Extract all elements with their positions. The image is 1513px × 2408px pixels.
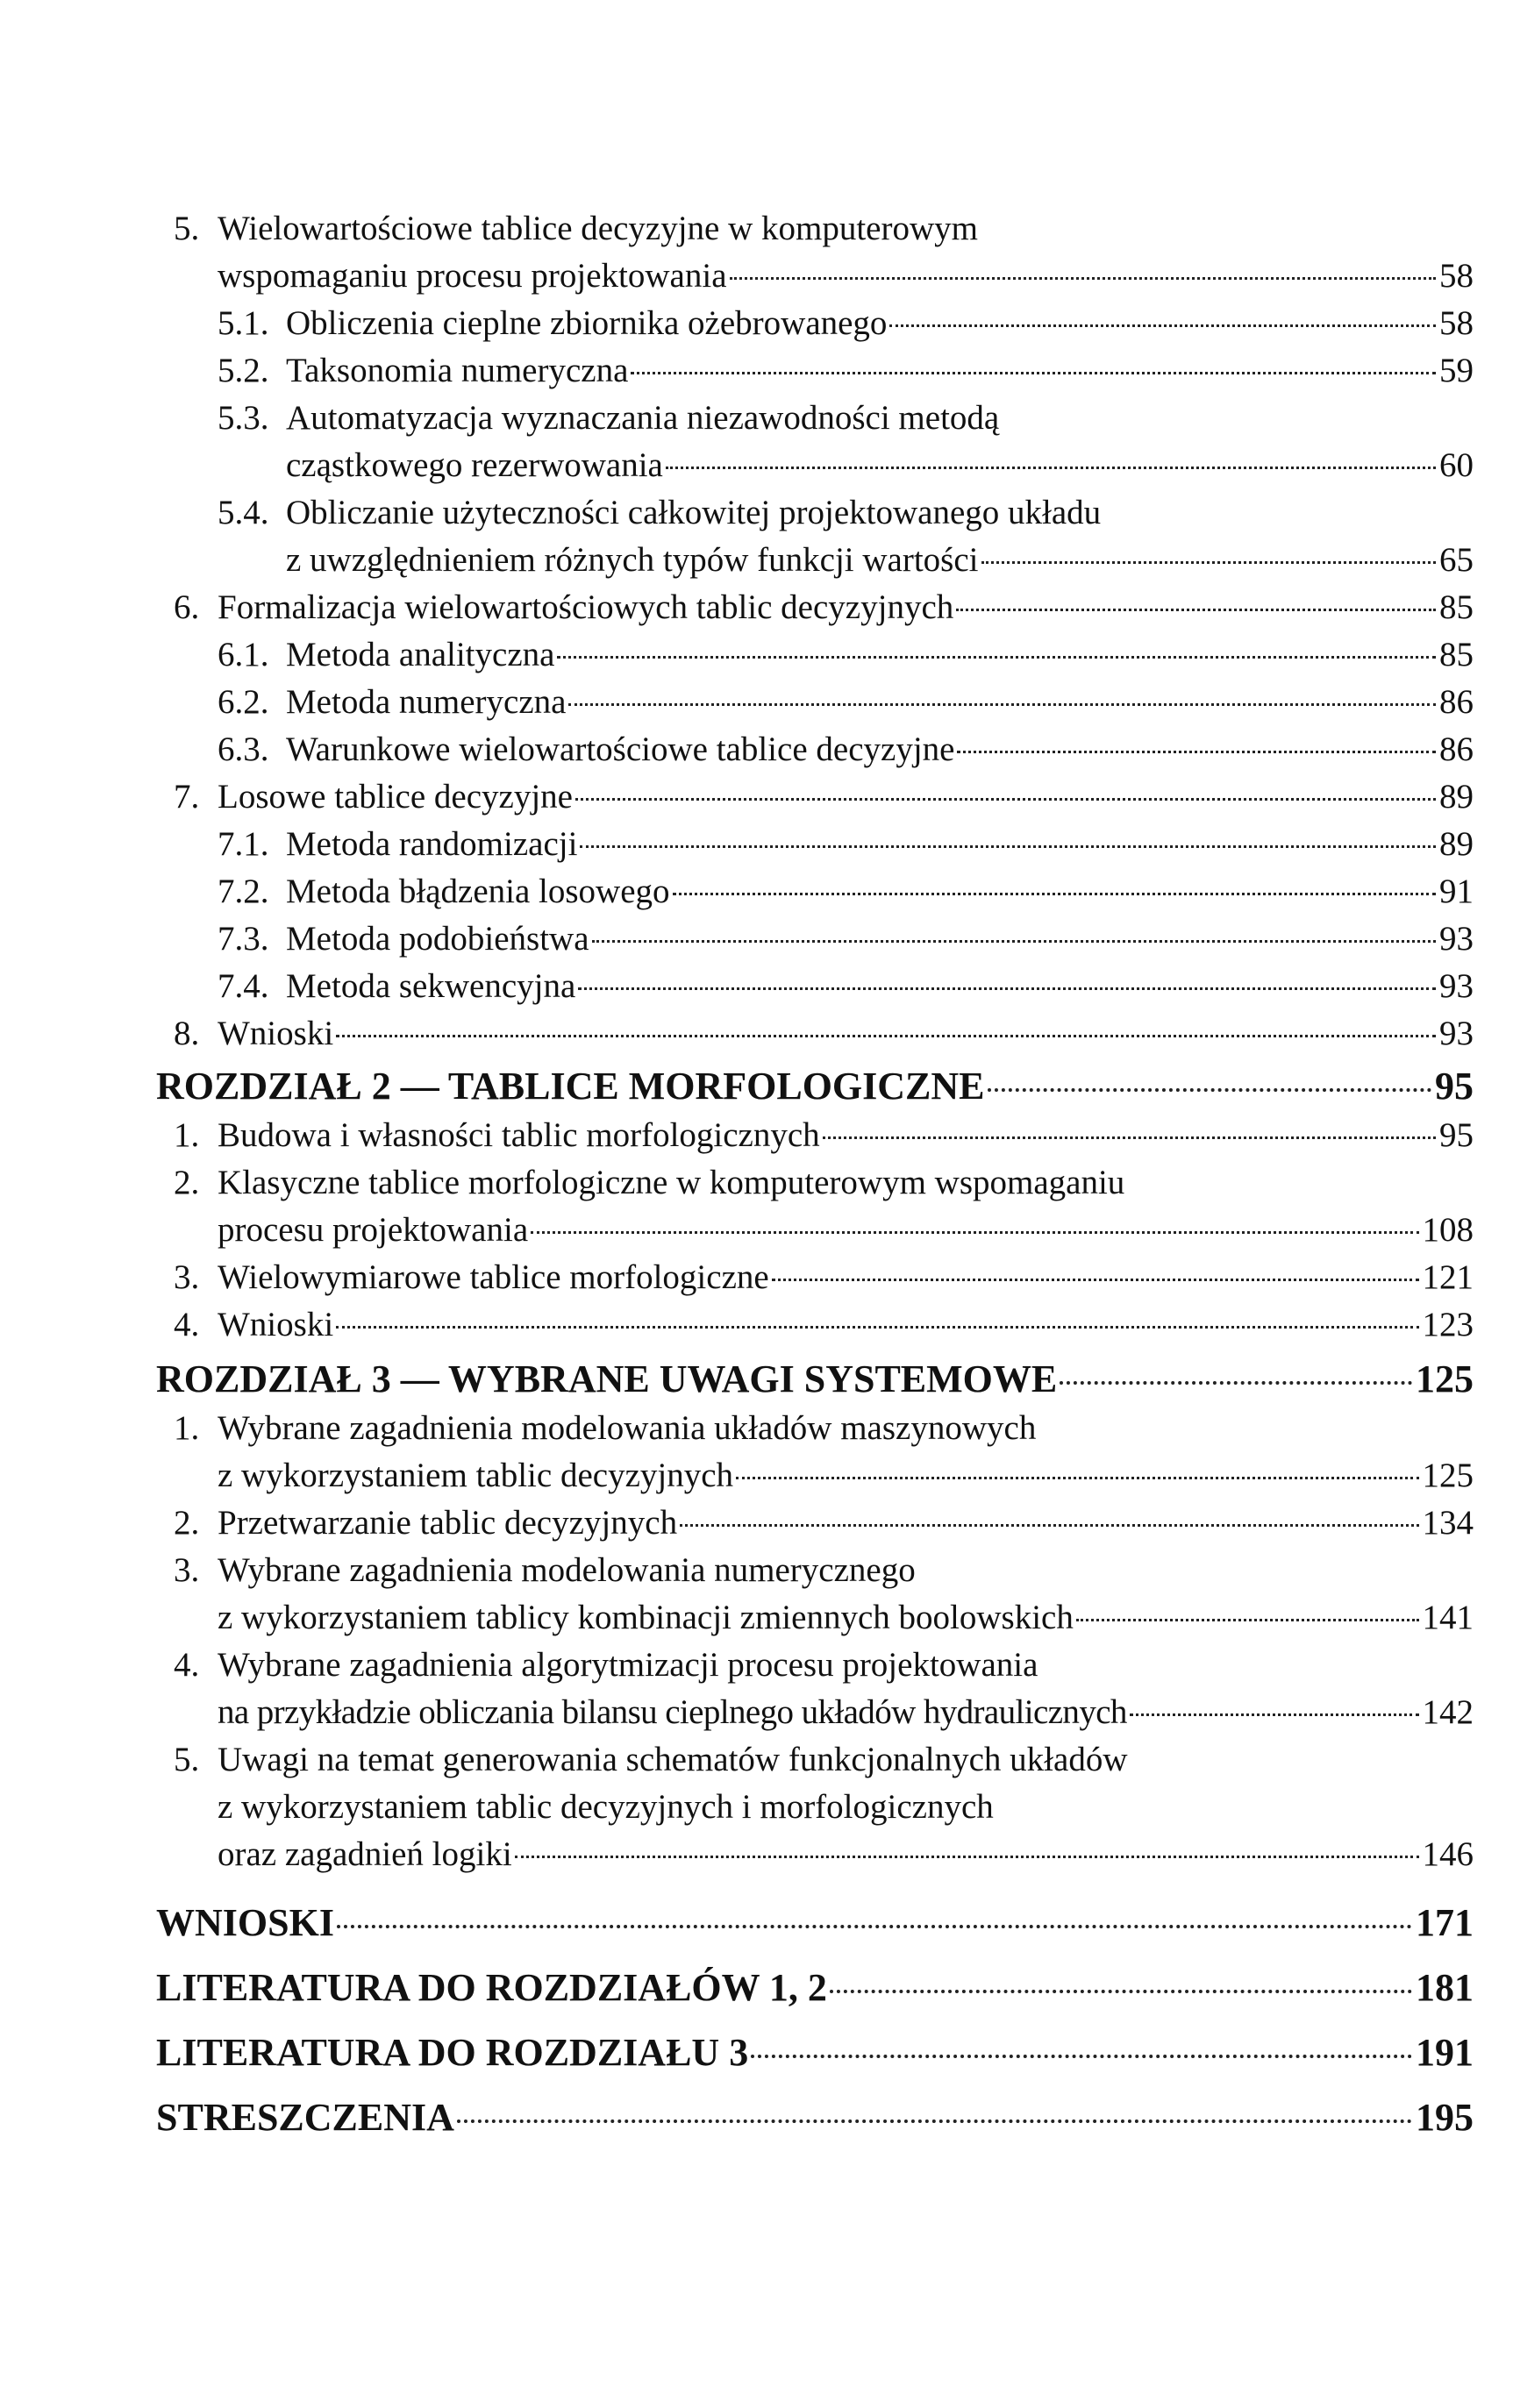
dot-leader bbox=[568, 703, 1436, 706]
toc-title: z wykorzystaniem tablic decyzyjnych bbox=[218, 1457, 734, 1494]
dot-leader bbox=[680, 1524, 1418, 1527]
toc-line bbox=[0, 204, 1513, 253]
toc-number: 5.4. bbox=[218, 494, 269, 531]
dot-leader bbox=[736, 1477, 1418, 1479]
toc-title: z uwzględnieniem różnych typów funkcji wartości bbox=[286, 541, 979, 579]
page-number: 58 bbox=[1439, 257, 1474, 295]
dot-leader bbox=[956, 609, 1436, 611]
toc-number: 8. bbox=[174, 1015, 200, 1052]
dot-leader bbox=[730, 277, 1436, 280]
toc-entry[interactable] bbox=[0, 820, 1513, 869]
toc-title: z wykorzystaniem tablic decyzyjnych i morfologicznych bbox=[218, 1788, 994, 1826]
toc-entry[interactable] bbox=[0, 1111, 1513, 1160]
toc-title: Wielowymiarowe tablice morfologiczne bbox=[218, 1258, 769, 1296]
page-number: 191 bbox=[1416, 2031, 1474, 2074]
chapter-title: STRESZCZENIA bbox=[156, 2096, 454, 2139]
page-number: 195 bbox=[1416, 2096, 1474, 2139]
dot-leader bbox=[957, 751, 1436, 753]
toc-entry[interactable] bbox=[0, 773, 1513, 822]
toc-entry[interactable] bbox=[0, 630, 1513, 680]
toc-title: Warunkowe wielowartościowe tablice decyzyjne bbox=[286, 730, 955, 768]
page-number: 141 bbox=[1422, 1599, 1474, 1636]
toc-title: Uwagi na temat generowania schematów funkcjonalnych układów bbox=[218, 1741, 1128, 1778]
toc-entry[interactable] bbox=[0, 1593, 1513, 1642]
chapter-title: ROZDZIAŁ 3 — WYBRANE UWAGI SYSTEMOWE bbox=[156, 1357, 1058, 1400]
toc-title: Wybrane zagadnienia algorytmizacji procesu projektowania bbox=[218, 1646, 1038, 1684]
dot-leader bbox=[981, 561, 1436, 564]
toc-number: 5.2. bbox=[218, 352, 269, 389]
toc-title: wspomaganiu procesu projektowania bbox=[218, 257, 727, 295]
toc-entry[interactable] bbox=[0, 1300, 1513, 1350]
dot-leader bbox=[580, 845, 1436, 848]
toc-number: 1. bbox=[174, 1409, 200, 1447]
toc-title: Klasyczne tablice morfologiczne w komputerowym wspomaganiu bbox=[218, 1164, 1125, 1201]
toc-title: Wybrane zagadnienia modelowania numerycznego bbox=[218, 1551, 916, 1589]
chapter-title: LITERATURA DO ROZDZIAŁU 3 bbox=[156, 2031, 749, 2074]
toc-title: Wybrane zagadnienia modelowania układów maszynowych bbox=[218, 1409, 1037, 1447]
toc-entry[interactable] bbox=[0, 1830, 1513, 1879]
toc-title: Automatyzacja wyznaczania niezawodności metodą bbox=[286, 399, 1000, 437]
toc-line bbox=[0, 1735, 1513, 1785]
toc-title: Taksonomia numeryczna bbox=[286, 352, 629, 389]
dot-leader bbox=[988, 1088, 1431, 1092]
page-number: 86 bbox=[1439, 730, 1474, 768]
page-number: 85 bbox=[1439, 588, 1474, 626]
toc-entry[interactable] bbox=[0, 1253, 1513, 1302]
toc-number: 7.1. bbox=[218, 825, 269, 863]
dot-leader bbox=[673, 893, 1436, 895]
toc-chapter-entry[interactable] bbox=[0, 1355, 1513, 1404]
toc-title: Metoda numeryczna bbox=[286, 683, 567, 721]
toc-title: Losowe tablice decyzyjne bbox=[218, 778, 573, 816]
toc-title: Budowa i własności tablic morfologicznych bbox=[218, 1116, 820, 1154]
toc-entry[interactable] bbox=[0, 1499, 1513, 1548]
toc-title: Metoda sekwencyjna bbox=[286, 967, 576, 1005]
toc-entry[interactable] bbox=[0, 915, 1513, 964]
toc-number: 6. bbox=[174, 588, 200, 626]
dot-leader bbox=[666, 467, 1436, 469]
dot-leader bbox=[751, 2055, 1412, 2058]
toc-number: 5. bbox=[174, 210, 200, 247]
dot-leader bbox=[557, 656, 1436, 659]
toc-chapter-entry[interactable] bbox=[0, 1899, 1513, 1948]
page-number: 95 bbox=[1439, 1116, 1474, 1154]
toc-number: 2. bbox=[174, 1164, 200, 1201]
page-number: 93 bbox=[1439, 967, 1474, 1005]
toc-entry[interactable] bbox=[0, 1688, 1513, 1737]
dot-leader bbox=[1060, 1381, 1412, 1385]
toc-entry[interactable] bbox=[0, 962, 1513, 1011]
toc-entry[interactable] bbox=[0, 252, 1513, 301]
toc-line bbox=[0, 1404, 1513, 1453]
dot-leader bbox=[631, 372, 1436, 374]
toc-title: Wnioski bbox=[218, 1306, 334, 1343]
toc-title: Obliczenia cieplne zbiornika ożebrowanego bbox=[286, 304, 888, 342]
page-number: 89 bbox=[1439, 778, 1474, 816]
toc-title: oraz zagadnień logiki bbox=[218, 1835, 512, 1873]
dot-leader bbox=[592, 940, 1436, 943]
page-number: 59 bbox=[1439, 352, 1474, 389]
page-number: 181 bbox=[1416, 1966, 1474, 2009]
toc-title: Przetwarzanie tablic decyzyjnych bbox=[218, 1504, 678, 1542]
toc-line bbox=[0, 1641, 1513, 1690]
toc-title: cząstkowego rezerwowania bbox=[286, 446, 663, 484]
dot-leader bbox=[1130, 1713, 1419, 1716]
toc-number: 5.3. bbox=[218, 399, 269, 437]
toc-line bbox=[0, 1158, 1513, 1208]
dot-leader bbox=[336, 1326, 1418, 1329]
toc-chapter-entry[interactable] bbox=[0, 1062, 1513, 1111]
toc-title: Obliczanie użyteczności całkowitej projektowanego układu bbox=[286, 494, 1102, 531]
page-number: 171 bbox=[1416, 1901, 1474, 1944]
dot-leader bbox=[515, 1856, 1419, 1858]
toc-number: 6.2. bbox=[218, 683, 269, 721]
toc-title: Metoda analityczna bbox=[286, 636, 555, 673]
toc-entry[interactable] bbox=[0, 1009, 1513, 1058]
dot-leader bbox=[575, 798, 1436, 801]
toc-entry[interactable] bbox=[0, 678, 1513, 727]
dot-leader bbox=[531, 1231, 1418, 1234]
dot-leader bbox=[830, 1990, 1412, 1993]
toc-title: Formalizacja wielowartościowych tablic decyzyjnych bbox=[218, 588, 954, 626]
toc-number: 7.3. bbox=[218, 920, 269, 958]
toc-title: Metoda podobieństwa bbox=[286, 920, 589, 958]
toc-title: z wykorzystaniem tablicy kombinacji zmiennych boolowskich bbox=[218, 1599, 1074, 1636]
page-number: 125 bbox=[1416, 1357, 1474, 1400]
page-number: 93 bbox=[1439, 920, 1474, 958]
toc-entry[interactable] bbox=[0, 725, 1513, 774]
toc-title: Metoda błądzenia losowego bbox=[286, 873, 670, 910]
toc-number: 6.3. bbox=[218, 730, 269, 768]
toc-title: Wielowartościowe tablice decyzyjne w komputerowym bbox=[218, 210, 978, 247]
page-number: 58 bbox=[1439, 304, 1474, 342]
dot-leader bbox=[578, 987, 1436, 990]
toc-title: na przykładzie obliczania bilansu cieplnego układów hydraulicznych bbox=[218, 1693, 1127, 1731]
dot-leader bbox=[772, 1279, 1419, 1281]
page-number: 108 bbox=[1422, 1211, 1474, 1249]
page-number: 142 bbox=[1422, 1693, 1474, 1731]
toc-entry[interactable] bbox=[0, 583, 1513, 632]
toc-number: 1. bbox=[174, 1116, 200, 1154]
toc-number: 5. bbox=[174, 1741, 200, 1778]
toc-entry[interactable] bbox=[0, 1206, 1513, 1255]
toc-entry[interactable] bbox=[0, 536, 1513, 585]
page-number: 93 bbox=[1439, 1015, 1474, 1052]
page-number: 146 bbox=[1422, 1835, 1474, 1873]
toc-chapter-entry[interactable] bbox=[0, 2028, 1513, 2077]
toc-number: 4. bbox=[174, 1306, 200, 1343]
page-number: 125 bbox=[1422, 1457, 1474, 1494]
toc-title: procesu projektowania bbox=[218, 1211, 529, 1249]
toc-line bbox=[0, 488, 1513, 538]
dot-leader bbox=[336, 1035, 1436, 1037]
page-number: 123 bbox=[1422, 1306, 1474, 1343]
dot-leader bbox=[457, 2119, 1412, 2123]
chapter-title: ROZDZIAŁ 2 — TABLICE MORFOLOGICZNE bbox=[156, 1065, 985, 1108]
toc-title: Wnioski bbox=[218, 1015, 334, 1052]
toc-number: 7. bbox=[174, 778, 200, 816]
page-number: 65 bbox=[1439, 541, 1474, 579]
toc-number: 6.1. bbox=[218, 636, 269, 673]
dot-leader bbox=[823, 1136, 1436, 1139]
toc-entry[interactable] bbox=[0, 346, 1513, 395]
chapter-title: WNIOSKI bbox=[156, 1901, 334, 1944]
toc-number: 7.4. bbox=[218, 967, 269, 1005]
toc-number: 3. bbox=[174, 1258, 200, 1296]
page-number: 91 bbox=[1439, 873, 1474, 910]
page-number: 89 bbox=[1439, 825, 1474, 863]
chapter-title: LITERATURA DO ROZDZIAŁÓW 1, 2 bbox=[156, 1966, 827, 2009]
dot-leader bbox=[889, 324, 1436, 327]
toc-chapter-entry[interactable] bbox=[0, 2093, 1513, 2142]
page-number: 60 bbox=[1439, 446, 1474, 484]
toc-number: 2. bbox=[174, 1504, 200, 1542]
toc-entry[interactable] bbox=[0, 867, 1513, 916]
page-number: 134 bbox=[1422, 1504, 1474, 1542]
page-number: 85 bbox=[1439, 636, 1474, 673]
page-number: 86 bbox=[1439, 683, 1474, 721]
toc-entry[interactable] bbox=[0, 299, 1513, 348]
page-number: 121 bbox=[1422, 1258, 1474, 1296]
page-number: 95 bbox=[1435, 1065, 1474, 1108]
dot-leader bbox=[337, 1925, 1412, 1928]
toc-number: 4. bbox=[174, 1646, 200, 1684]
toc-entry[interactable] bbox=[0, 1451, 1513, 1500]
toc-number: 3. bbox=[174, 1551, 200, 1589]
toc-line bbox=[0, 1546, 1513, 1595]
toc-title: Metoda randomizacji bbox=[286, 825, 578, 863]
toc-number: 5.1. bbox=[218, 304, 269, 342]
toc-line bbox=[0, 1783, 1513, 1832]
toc-chapter-entry[interactable] bbox=[0, 1963, 1513, 2013]
toc-line bbox=[0, 394, 1513, 443]
dot-leader bbox=[1076, 1619, 1419, 1621]
toc-number: 7.2. bbox=[218, 873, 269, 910]
toc-entry[interactable] bbox=[0, 441, 1513, 490]
